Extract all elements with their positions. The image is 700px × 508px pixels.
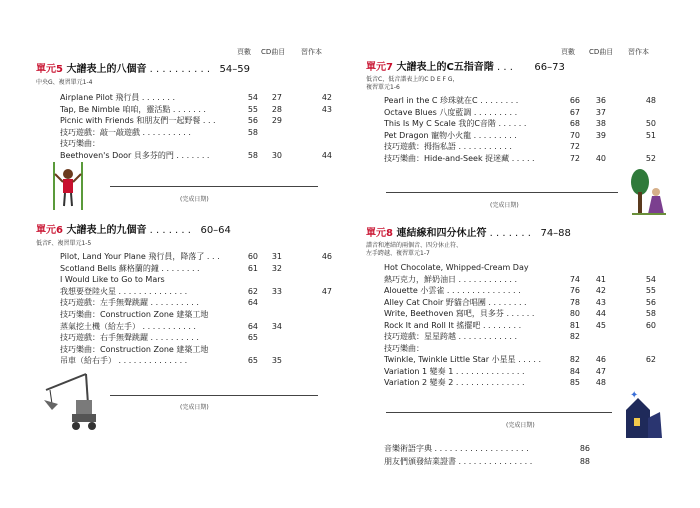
toc-page-number: 81 — [569, 320, 580, 330]
header-workbook-right: 習作本 — [628, 48, 649, 56]
toc-page-number: 65 — [247, 356, 258, 366]
toc-cd-track: 44 — [595, 309, 606, 318]
toc-row — [384, 366, 658, 377]
toc-row — [384, 297, 658, 308]
unit7-subtitle-1: 低音C，低音譜表上的C D E F G， — [366, 76, 459, 83]
toc-page-number: 54 — [247, 93, 258, 102]
toc-row — [384, 443, 592, 454]
toc-workbook-page: 60 — [645, 320, 656, 330]
toc-row — [384, 354, 658, 365]
toc-page-number: 64 — [247, 298, 258, 308]
toc-row — [60, 321, 334, 332]
toc-entry-title: Beethoven's Door 貝多芬的門 . . . . . . . — [60, 151, 210, 160]
unit5-dots: . . . . . . . . . . — [146, 64, 211, 75]
toc-entry-leader: . . . . . . . . . . . . . . — [453, 366, 525, 376]
toc-cd-track: 35 — [271, 356, 282, 366]
toc-entry-title: 熱巧克力，鮮奶油日 . . . . . . . . . . . . — [384, 274, 518, 284]
toc-workbook-page: 62 — [645, 355, 656, 364]
toc-entry-title: Pet Dragon 寵物小火龍 . . . . . . . . . — [384, 130, 517, 140]
toc-entry-leader: . . . . . . . . . . . . . . — [116, 286, 188, 296]
toc-workbook-page: 56 — [645, 297, 656, 307]
toc-page-number: 55 — [247, 104, 258, 114]
unit8-title-text: 連結線和四分休止符 — [396, 228, 487, 239]
unit7-title-text: 大譜表上的C五指音階 — [396, 62, 494, 73]
unit6-completion-label: (完成日期) — [180, 404, 209, 411]
toc-row — [60, 92, 334, 103]
toc-cd-track: 45 — [595, 320, 606, 330]
header-cd-right: CD曲目 — [589, 48, 614, 56]
toc-entry-title: Alley Cat Choir 野貓合唱團 . . . . . . . . — [384, 297, 527, 307]
toc-cd-track: 43 — [595, 297, 606, 307]
toc-page-number: 88 — [579, 456, 590, 466]
toc-page-number: 80 — [569, 309, 580, 318]
header-page: 頁數 — [237, 48, 251, 56]
toc-row — [384, 456, 592, 467]
toc-page-number: 82 — [569, 355, 580, 364]
toc-row — [60, 309, 334, 320]
toc-page-number: 74 — [569, 274, 580, 284]
unit6-title — [36, 221, 231, 236]
unit6-title-text: 大譜表上的九個音 — [66, 225, 147, 236]
toc-entry-title: 技巧樂曲： — [384, 343, 424, 353]
svg-text:✦: ✦ — [630, 390, 639, 401]
toc-row — [60, 286, 334, 297]
toc-entry-title: 我想要登陸火星 . . . . . . . . . . . . . . — [60, 286, 188, 296]
toc-page-number: 85 — [569, 378, 580, 387]
toc-workbook-page: 43 — [321, 104, 332, 114]
toc-page-number: 58 — [247, 151, 258, 160]
toc-cd-track: 27 — [271, 93, 282, 102]
header-cd: CD曲目 — [261, 48, 286, 56]
toc-row — [384, 107, 658, 118]
unit7-pages: 66–73 — [534, 62, 565, 73]
toc-entry-title: Variation 2 變奏 2 . . . . . . . . . . . . . . — [384, 378, 525, 387]
toc-row — [384, 141, 658, 152]
toc-entry-leader: . . . — [200, 116, 216, 126]
toc-entry-title: Pilot, Land Your Plane 飛行員，降落了 . . . — [60, 252, 220, 261]
toc-entry-title: 朋友們頒發結業證書 . . . . . . . . . . . . . . . — [384, 456, 533, 466]
toc-entry-leader: . . . . . . . . . . — [148, 298, 199, 308]
unit7-completion-label: (完成日期) — [490, 202, 519, 209]
unit5-completion-line — [110, 186, 318, 187]
toc-entry-leader: . . . . . . . . . . . . . . . — [456, 456, 533, 466]
unit8-subtitle-1: 譜音和連結的兩個音、四分休止符、 — [366, 242, 463, 249]
toc-cd-track: 37 — [595, 107, 606, 117]
unit6-number: 單元6 — [36, 225, 63, 236]
toc-row — [60, 274, 334, 285]
toc-cd-track: 28 — [271, 104, 282, 114]
toc-row — [60, 150, 334, 161]
toc-cd-track: 47 — [595, 366, 606, 376]
boy-illustration — [50, 160, 90, 212]
toc-entry-title: 吊車（給右手） . . . . . . . . . . . . . . — [60, 356, 188, 366]
toc-row — [60, 115, 334, 126]
toc-row — [384, 331, 658, 342]
toc-page-number: 76 — [569, 286, 580, 295]
unit6-pages: 60–64 — [200, 225, 231, 236]
toc-entry-leader: . . . . . — [515, 355, 542, 364]
toc-page-number: 72 — [569, 153, 580, 163]
toc-cd-track: 48 — [595, 378, 606, 387]
toc-workbook-page: 44 — [321, 151, 332, 160]
toc-entry-title: 技巧遊戲：拇指私語 . . . . . . . . . . . — [384, 142, 512, 151]
toc-cd-track: 40 — [595, 153, 606, 163]
toc-entry-title: 蒸氣挖土機（給左手） . . . . . . . . . . . — [60, 321, 196, 331]
right-page — [350, 0, 700, 508]
header-page-right: 頁數 — [561, 48, 575, 56]
unit7-title — [366, 58, 565, 73]
unit8-completion-label: (完成日期) — [506, 422, 535, 429]
toc-cd-track: 29 — [271, 116, 282, 126]
toc-entry-leader: . . . . . . . . . . . . . . . . . . . — [432, 444, 529, 453]
toc-entry-leader: . . . . . . . . . . . . . . . — [444, 286, 521, 295]
toc-entry-title: 技巧遊戲：敲一敲遊戲 . . . . . . . . . . — [60, 127, 191, 137]
toc-entry-title: 技巧樂曲：Hide-and-Seek 捉迷藏 . . . . . — [384, 153, 535, 163]
toc-cd-track: 41 — [595, 274, 606, 284]
unit7-subtitle-2: 複習單元1-6 — [366, 84, 400, 91]
toc-page-number: 61 — [247, 263, 258, 273]
toc-entry-leader: . . . . . . . . . . . . . . — [116, 356, 188, 366]
toc-entry-leader: . . . . . . . . — [485, 297, 527, 307]
toc-workbook-page: 48 — [645, 96, 656, 105]
toc-entry-leader: . . . — [204, 252, 220, 261]
toc-page-number: 60 — [247, 252, 258, 261]
unit5-subtitle: 中央G、複習單元1-4 — [36, 79, 93, 86]
toc-cd-track: 42 — [595, 286, 606, 295]
toc-row — [384, 118, 658, 129]
toc-row — [384, 285, 658, 296]
toc-page-number: 84 — [569, 366, 580, 376]
toc-row — [60, 355, 334, 366]
toc-page-number: 56 — [247, 116, 258, 126]
toc-entry-title: This Is My C Scale 我的C音階 . . . . . . — [384, 119, 527, 128]
unit8-number: 單元8 — [366, 228, 393, 239]
unit5-pages: 54–59 — [219, 64, 250, 75]
unit7-dots: . . . — [493, 62, 513, 73]
toc-workbook-page: 52 — [645, 153, 656, 163]
toc-entry-leader: . . . . . . . . . . . . — [456, 274, 518, 284]
toc-entry-title: Rock It and Roll It 搖擺吧 . . . . . . . . — [384, 320, 522, 330]
unit8-completion-line — [386, 412, 612, 413]
toc-entry-title: 技巧樂曲：Construction Zone 建築工地 — [60, 310, 209, 319]
unit7-number: 單元7 — [366, 62, 393, 73]
toc-cd-track: 34 — [271, 321, 282, 331]
toc-entry-title: 技巧遊戲：星星跨越 . . . . . . . . . . . . — [384, 332, 518, 341]
toc-entry-title: 技巧遊戲：右手無聲跳躍 . . . . . . . . . . — [60, 333, 199, 343]
toc-entry-title: 音樂術語字典 . . . . . . . . . . . . . . . . . . . — [384, 444, 529, 453]
toc-entry-leader: . . . . . . . . . . . — [140, 321, 196, 331]
toc-workbook-page: 50 — [645, 119, 656, 128]
toc-entry-leader: . . . . . . . . — [480, 320, 522, 330]
toc-entry-leader: . . . . . . . . . . . — [456, 142, 512, 151]
toc-row — [60, 344, 334, 355]
toc-page-number: 70 — [569, 130, 580, 140]
toc-row — [384, 320, 658, 331]
toc-entry-leader: . . . . . . . . . . . . — [456, 332, 518, 341]
toc-entry-title: 技巧遊戲：左手無聲跳躍 . . . . . . . . . . — [60, 298, 199, 308]
toc-page-number: 86 — [579, 444, 590, 453]
toc-entry-leader: . . . . . . . . . . . . . . — [453, 378, 525, 387]
toc-entry-title: Write, Beethoven 寫吧，貝多芬 . . . . . . — [384, 309, 535, 318]
toc-entry-title: Alouette 小雲雀 . . . . . . . . . . . . . . . — [384, 286, 521, 295]
toc-entry-title: Tap, Be Nimble 咱咱，靈活點 . . . . . . . — [60, 104, 206, 114]
toc-row — [384, 377, 658, 388]
toc-workbook-page: 47 — [321, 286, 332, 296]
toc-page-number: 64 — [247, 321, 258, 331]
toc-row — [384, 153, 658, 164]
toc-row — [60, 138, 334, 149]
toc-workbook-page: 58 — [645, 309, 656, 318]
unit8-dots: . . . . . . . — [486, 228, 531, 239]
toc-cd-track: 30 — [271, 151, 282, 160]
toc-entry-leader: . . . . . . . . . — [471, 107, 518, 117]
toc-row — [384, 308, 658, 319]
toc-workbook-page: 54 — [645, 274, 656, 284]
unit6-completion-line — [110, 395, 318, 396]
toc-row — [384, 95, 658, 106]
crane-illustration — [40, 370, 100, 440]
unit8-title — [366, 224, 571, 239]
toc-entry-leader: . . . . . . — [503, 309, 535, 318]
toc-row — [60, 251, 334, 262]
toc-page-number: 66 — [569, 96, 580, 105]
toc-workbook-page: 42 — [321, 93, 332, 102]
toc-workbook-page: 46 — [321, 252, 332, 261]
unit8-pages: 74–88 — [540, 228, 571, 239]
toc-entry-title: Octave Blues 八度藍調 . . . . . . . . . — [384, 107, 518, 117]
unit7-completion-line — [386, 192, 618, 193]
toc-entry-title: 技巧樂曲： — [60, 139, 100, 149]
toc-entry-leader: . . . . . . . — [173, 151, 210, 160]
toc-row — [384, 130, 658, 141]
unit5-number: 單元5 — [36, 64, 63, 75]
toc-entry-title: 技巧樂曲：Construction Zone 建築工地 — [60, 344, 209, 354]
toc-row — [60, 297, 334, 308]
unit6-dots: . . . . . . . — [146, 225, 191, 236]
toc-page-number: 58 — [247, 127, 258, 137]
toc-row — [384, 274, 658, 285]
unit5-title — [36, 60, 250, 75]
toc-entry-leader: . . . . . . . . . — [471, 130, 517, 140]
toc-cd-track: 38 — [595, 119, 606, 128]
toc-entry-title: Airplane Pilot 飛行員 . . . . . . . — [60, 93, 175, 102]
toc-entry-title: Hot Chocolate, Whipped-Cream Day — [384, 263, 529, 272]
toc-page-number: 82 — [569, 332, 580, 341]
toc-entry-title: Scotland Bells 蘇格蘭的鐘 . . . . . . . . — [60, 263, 200, 273]
toc-page-number: 62 — [247, 286, 258, 296]
toc-row — [60, 127, 334, 138]
unit5-title-text: 大譜表上的八個音 — [66, 64, 147, 75]
toc-workbook-page: 55 — [645, 286, 656, 295]
night-house-illustration — [618, 388, 666, 440]
toc-entry-leader: . . . . . . . . — [158, 263, 200, 273]
toc-entry-leader: . . . . . . . . . . — [140, 127, 191, 137]
toc-entry-leader: . . . . . . . — [170, 104, 206, 114]
toc-entry-leader: . . . . . — [509, 153, 535, 163]
toc-entry-leader: . . . . . . — [495, 119, 527, 128]
toc-entry-title: I Would Like to Go to Mars — [60, 275, 165, 285]
toc-page-number: 78 — [569, 297, 580, 307]
unit6-subtitle: 低音F、複習單元1-5 — [36, 240, 92, 247]
toc-page-number: 65 — [247, 333, 258, 343]
toc-row — [384, 343, 658, 354]
toc-cd-track: 33 — [271, 286, 282, 296]
toc-entry-title: Pearl in the C 珍珠就在C . . . . . . . . — [384, 96, 519, 105]
toc-page-number: 72 — [569, 142, 580, 151]
toc-cd-track: 32 — [271, 263, 282, 273]
toc-entry-leader: . . . . . . . . — [477, 96, 519, 105]
toc-entry-title: Picnic with Friends 和朋友們一起野餐 . . . — [60, 116, 216, 126]
toc-entry-leader: . . . . . . . — [139, 93, 175, 102]
unit5-completion-label: (完成日期) — [180, 196, 209, 203]
tree-lady-illustration — [628, 168, 668, 218]
header-workbook: 習作本 — [301, 48, 322, 56]
toc-page-number: 67 — [569, 107, 580, 117]
toc-cd-track: 36 — [595, 96, 606, 105]
toc-row — [60, 263, 334, 274]
unit8-subtitle-2: 左手跨越、複習單元1-7 — [366, 250, 430, 257]
toc-entry-leader: . . . . . . . . . . — [148, 333, 199, 343]
toc-cd-track: 46 — [595, 355, 606, 364]
toc-entry-title: Variation 1 變奏 1 . . . . . . . . . . . . . . — [384, 366, 525, 376]
toc-row — [384, 262, 658, 273]
toc-page-number: 68 — [569, 119, 580, 128]
toc-row — [60, 104, 334, 115]
toc-cd-track: 39 — [595, 130, 606, 140]
toc-cd-track: 31 — [271, 252, 282, 261]
toc-row — [60, 332, 334, 343]
toc-workbook-page: 51 — [645, 130, 656, 140]
toc-entry-title: Twinkle, Twinkle Little Star 小星星 . . . . . — [384, 355, 542, 364]
